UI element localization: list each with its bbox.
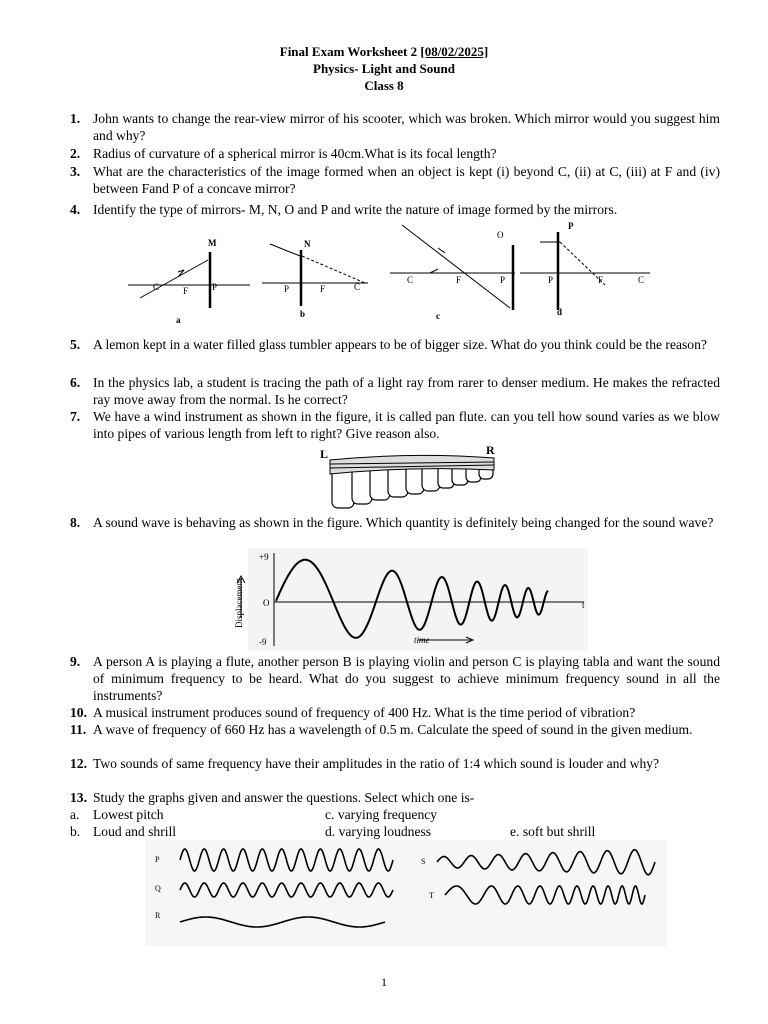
question-text: John wants to change the rear-view mirror of his scooter, which was broken. Which mirror would you suggest him and why? <box>93 111 720 143</box>
wave-origin-label: O <box>263 598 270 608</box>
label-F-c: F <box>456 275 462 285</box>
label-N: N <box>304 239 311 249</box>
wave-ylabel: Displacement <box>234 578 244 628</box>
question-text: A wave of frequency of 660 Hz has a wavelength of 0.5 m. Calculate the speed of sound in the given medium. <box>93 722 693 737</box>
question-number: 3. <box>70 164 81 179</box>
question-12 <box>70 755 720 772</box>
question-text: In the physics lab, a student is tracing the path of a light ray from rarer to denser medium. He makes the refracted ray move away from the normal. Is he correct? <box>93 375 720 407</box>
label-c: c <box>436 311 440 321</box>
question-text: A sound wave is behaving as shown in the figure. Which quantity is definitely being changed for the sound wave? <box>93 515 714 530</box>
question-text: Radius of curvature of a spherical mirror is 40cm.What is its focal length? <box>93 146 497 161</box>
question-number: 5. <box>70 337 81 352</box>
label-F-b: F <box>320 284 326 294</box>
question-text: Identify the type of mirrors- M, N, O and P and write the nature of image formed by the mirrors. <box>93 202 618 217</box>
question-text: Two sounds of same frequency have their amplitudes in the ratio of 1:4 which sound is louder and why? <box>93 756 660 771</box>
option-e-text: e. soft but shrill <box>510 824 596 839</box>
question-11 <box>70 721 720 738</box>
label-O: O <box>497 230 504 240</box>
graph-label-Q: Q <box>155 884 161 893</box>
question-text: A lemon kept in a water filled glass tumbler appears to be of bigger size. What do you think could be the reason? <box>93 337 707 352</box>
wave-neg-label: -9 <box>259 637 267 647</box>
question-number: 11. <box>70 722 87 737</box>
wave-xlabel: time <box>414 635 430 645</box>
question-text: A musical instrument produces sound of frequency of 400 Hz. What is the time period of vibration? <box>93 705 636 720</box>
question-13 <box>70 789 720 806</box>
label-L: L <box>320 447 329 461</box>
option-d-text: d. varying loudness <box>325 824 432 839</box>
question-10 <box>70 704 720 721</box>
class-title: Class 8 <box>364 78 404 93</box>
label-d: d <box>557 307 563 317</box>
question-6 <box>70 374 720 408</box>
wave-graphs-figure <box>145 840 667 946</box>
option-a-label: a. <box>70 807 80 822</box>
question-number: 12. <box>70 756 87 771</box>
graph-label-P: P <box>155 855 160 864</box>
question-number: 13. <box>70 790 87 805</box>
label-C-d: C <box>638 275 645 285</box>
label-P-mirror: P <box>568 221 574 231</box>
question-number: 6. <box>70 375 81 390</box>
question-3 <box>70 163 720 197</box>
question-text: What are the characteristics of the image formed when an object is kept (i) beyond C, (ii) at C, (iii) at F and (iv) between Fand P of a concave mirror? <box>93 164 720 196</box>
wave-pos-label: +9 <box>259 552 269 562</box>
label-F-d: F <box>598 275 604 285</box>
question-number: 9. <box>70 654 81 669</box>
option-c-text: c. varying frequency <box>325 807 438 822</box>
question-2 <box>70 145 720 162</box>
graph-label-R: R <box>155 911 161 920</box>
label-C-c: C <box>407 275 414 285</box>
option-a-text: Lowest pitch <box>93 807 164 822</box>
question-number: 2. <box>70 146 81 161</box>
question-number: 10. <box>70 705 87 720</box>
label-P-b: P <box>284 284 290 294</box>
page-number: 1 <box>381 975 387 989</box>
label-C-a: C <box>153 282 160 292</box>
label-P-a: P <box>212 282 218 292</box>
exam-date: [08/02/2025] <box>420 44 489 59</box>
label-P-c: P <box>500 275 506 285</box>
question-8 <box>70 514 720 531</box>
question-5 <box>70 336 720 353</box>
question-7 <box>70 408 720 442</box>
question-number: 7. <box>70 409 81 424</box>
question-text: We have a wind instrument as shown in the figure, it is called pan flute. can you tell how sound varies as we blow into pipes of various length from left to right? Give reason also. <box>93 409 720 441</box>
subject-title: Physics- Light and Sound <box>313 61 455 76</box>
label-C-b: C <box>354 282 361 292</box>
question-number: 4. <box>70 202 81 217</box>
label-P-d: P <box>548 275 554 285</box>
question-text: Study the graphs given and answer the questions. Select which one is- <box>93 790 475 805</box>
question-9 <box>70 653 720 704</box>
graph-label-S: S <box>421 857 426 866</box>
graph-label-T: T <box>429 891 434 900</box>
pan-flute-figure <box>316 444 506 512</box>
option-b-text: Loud and shrill <box>93 824 177 839</box>
worksheet-title: Final Exam Worksheet 2 [08/02/2025] <box>279 44 489 59</box>
mirror-ray-diagrams <box>120 220 660 330</box>
label-F-a: F <box>183 286 189 296</box>
label-M: M <box>208 238 217 248</box>
question-1 <box>70 110 720 144</box>
question-text: A person A is playing a flute, another person B is playing violin and person C is playing tabla and want the sound of minimum frequency to be heard. What do you suggest to achieve minimum frequency sound in all the instruments? <box>93 654 720 703</box>
question-4 <box>70 201 720 218</box>
label-R: R <box>486 444 495 457</box>
label-a: a <box>176 315 181 325</box>
question-number: 1. <box>70 111 81 126</box>
label-b: b <box>300 309 306 319</box>
question-number: 8. <box>70 515 81 530</box>
wave-t-label: t <box>582 600 585 610</box>
sound-wave-figure <box>228 548 590 652</box>
option-b-label: b. <box>70 824 81 839</box>
